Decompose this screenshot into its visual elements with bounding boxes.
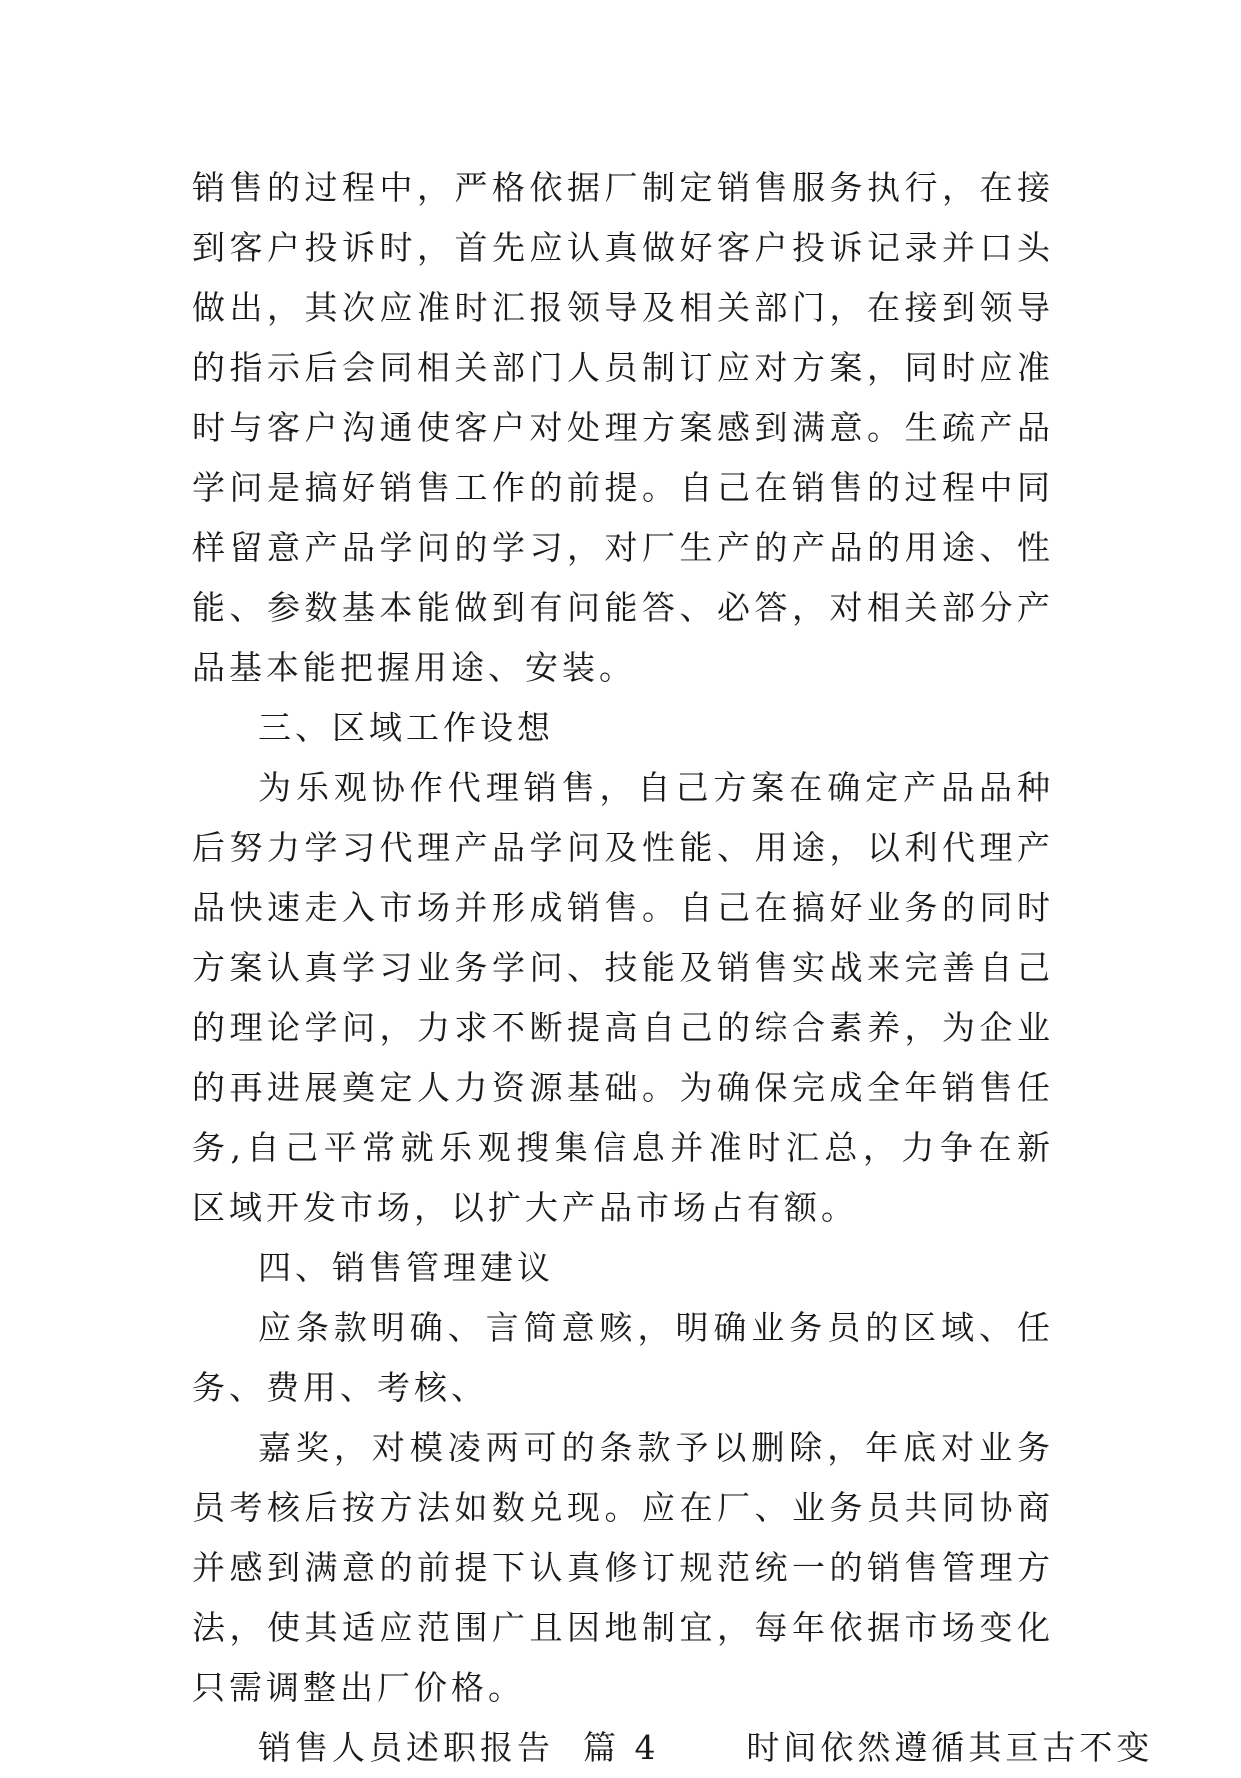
section-heading-4: 四、销售管理建议 <box>258 1248 554 1287</box>
paragraph-4: 嘉奖，对模凌两可的条款予以删除，年底对业务员考核后按方法如数兑现。应在厂、业务员共同协商并感到满意的前提下认真修订规范统一的销售管理方法，使其适应范围广且因地制宜，每年依据市场变化只需调整出厂价格。 <box>192 1428 1054 1707</box>
paragraph-1: 销售的过程中，严格依据厂制定销售服务执行，在接到客户投诉时，首先应认真做好客户投诉记录并口头做出，其次应准时汇报领导及相关部门，在接到领导的指示后会同相关部门人员制订应对方案，同时应准时与客户沟通使客户对处理方案感到满意。生疏产品学问是搞好销售工作的前提。自己在销售的过程中同样留意产品学问的学习，对厂生产的产品的用途、性能、参数基本能做到有问能答、必答，对相关部分产品基本能把握用途、安装。 <box>192 168 1054 687</box>
paragraph-2: 为乐观协作代理销售，自己方案在确定产品品种后努力学习代理产品学问及性能、用途，以利代理产品快速走入市场并形成销售。自己在搞好业务的同时方案认真学习业务学问、技能及销售实战来完善自己的理论学问，力求不断提高自己的综合素养，为企业的再进展奠定人力资源基础。为确保完成全年销售任务,自己平常就乐观搜集信息并准时汇总，力争在新区域开发市场，以扩大产品市场占有额。 <box>192 768 1054 1227</box>
report-title-line: 销售人员述职报告 篇 4 时间依然遵循其亘古不变 <box>258 1728 1154 1767</box>
paragraph-3: 应条款明确、言简意赅，明确业务员的区域、任务、费用、考核、 <box>192 1308 1054 1407</box>
body-text <box>192 158 1154 1778</box>
section-heading-3: 三、区域工作设想 <box>258 708 554 747</box>
